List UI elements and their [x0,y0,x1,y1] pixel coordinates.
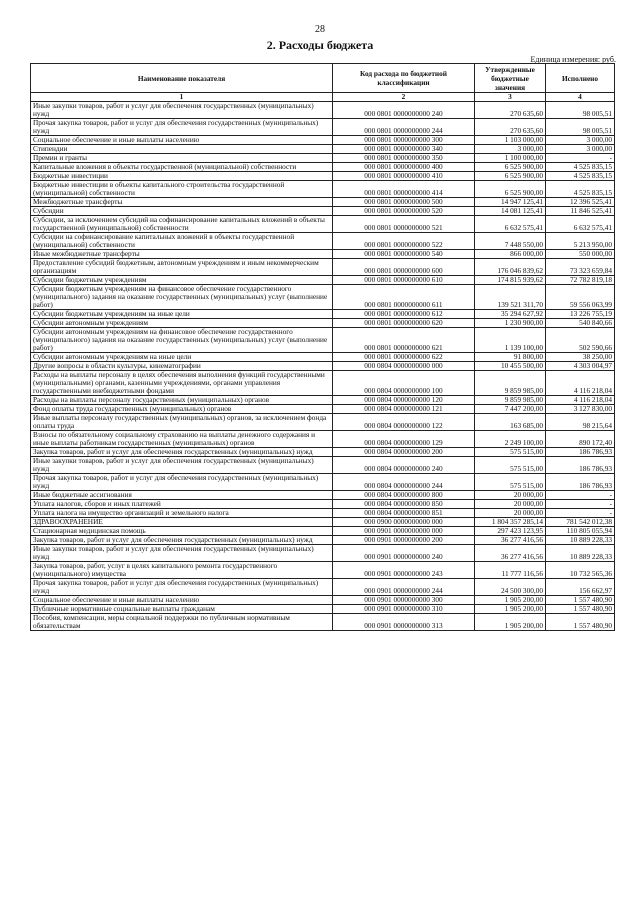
row-name: Прочая закупка товаров, работ и услуг для обеспечения государственных (муниципальных) нужд [31,579,333,596]
row-name: Премии и гранты [31,154,333,163]
row-approved: 14 081 125,41 [475,207,546,216]
row-code: 000 0804 0000000000 129 [333,431,475,448]
row-code: 000 0804 0000000000 244 [333,474,475,491]
header-row [31,64,615,93]
row-approved: 270 635,60 [475,102,546,119]
row-executed: 10 732 565,36 [546,562,615,579]
row-code: 000 0801 0000000000 350 [333,154,475,163]
row-code: 000 0901 0000000000 310 [333,605,475,614]
row-executed: 38 250,00 [546,353,615,362]
row-executed: 4 525 835,15 [546,163,615,172]
table-row [31,328,615,353]
table-row [31,216,615,233]
table-row [31,579,615,596]
row-approved: 1 230 900,00 [475,319,546,328]
row-code: 000 0804 0000000000 121 [333,405,475,414]
table-row [31,614,615,631]
row-code: 000 0801 0000000000 600 [333,259,475,276]
row-name: Субсидии [31,207,333,216]
table-row [31,163,615,172]
row-approved: 174 815 939,62 [475,276,546,285]
column-number: 2 [333,93,475,102]
table-body [31,102,615,631]
row-name: Социальное обеспечение и иные выплаты населению [31,596,333,605]
row-executed: 98 005,51 [546,102,615,119]
column-number: 3 [475,93,546,102]
row-approved: 575 515,00 [475,448,546,457]
row-code: 000 0804 0000000000 120 [333,396,475,405]
row-name: Расходы на выплаты персоналу в целях обеспечения выполнения функций государственными (муниципальными) органами, казенными учреждениями, органами управления государственными внебюджетными фондами [31,371,333,396]
row-executed: - [546,154,615,163]
row-name: Межбюджетные трансферты [31,198,333,207]
row-approved: 6 525 900,00 [475,181,546,198]
row-name: Стационарная медицинская помощь [31,527,333,536]
row-approved: 1 139 100,00 [475,328,546,353]
row-name: Прочая закупка товаров, работ и услуг для обеспечения государственных (муниципальных) нужд [31,119,333,136]
row-code: 000 0801 0000000000 612 [333,310,475,319]
row-name: Фонд оплаты труда государственных (муниципальных) органов [31,405,333,414]
row-approved: 3 000,00 [475,145,546,154]
row-approved: 176 046 839,62 [475,259,546,276]
row-approved: 297 423 123,95 [475,527,546,536]
row-code: 000 0801 0000000000 520 [333,207,475,216]
table-row [31,259,615,276]
row-executed: 4 303 004,97 [546,362,615,371]
table-row [31,509,615,518]
row-executed: 98 215,64 [546,414,615,431]
row-executed: 3 000,00 [546,145,615,154]
row-code: 000 0801 0000000000 400 [333,163,475,172]
row-executed: 540 840,66 [546,319,615,328]
table-row [31,285,615,310]
table-row [31,545,615,562]
row-executed: 3 127 830,00 [546,405,615,414]
row-executed: 186 786,93 [546,474,615,491]
row-code: 000 0901 0000000000 313 [333,614,475,631]
table-row [31,154,615,163]
row-name: Иные бюджетные ассигнования [31,491,333,500]
row-code: 000 0804 0000000000 122 [333,414,475,431]
row-code: 000 0801 0000000000 620 [333,319,475,328]
row-executed: 110 805 055,94 [546,527,615,536]
row-name: Предоставление субсидий бюджетным, автономным учреждениям и иным некоммерческим организациям [31,259,333,276]
row-code: 000 0901 0000000000 000 [333,527,475,536]
table-row [31,371,615,396]
row-approved: 11 777 116,56 [475,562,546,579]
table-row [31,102,615,119]
row-approved: 9 859 985,00 [475,396,546,405]
row-code: 000 0804 0000000000 100 [333,371,475,396]
row-executed: 59 556 063,99 [546,285,615,310]
row-name: Субсидии автономным учреждениям на финансовое обеспечение государственного (муниципального) задания на оказание государственных (муниципальных) услуг (выполнение работ) [31,328,333,353]
row-name: Расходы на выплаты персоналу государственных (муниципальных) органов [31,396,333,405]
row-name: Субсидии на софинансирование капитальных вложений в объекты государственной (муниципальной) собственности [31,233,333,250]
row-name: Уплата налогов, сборов и иных платежей [31,500,333,509]
row-name: Пособия, компенсации, меры социальной поддержки по публичным нормативным обязательствам [31,614,333,631]
row-approved: 24 500 300,00 [475,579,546,596]
row-code: 000 0901 0000000000 240 [333,545,475,562]
row-executed: 781 542 012,38 [546,518,615,527]
row-code: 000 0804 0000000000 240 [333,457,475,474]
column-number-row [31,93,615,102]
row-approved: 1 804 357 285,14 [475,518,546,527]
row-executed: 4 116 218,04 [546,371,615,396]
row-code: 000 0801 0000000000 300 [333,136,475,145]
row-approved: 20 000,00 [475,491,546,500]
row-approved: 9 859 985,00 [475,371,546,396]
row-executed: 4 525 835,15 [546,172,615,181]
row-code: 000 0801 0000000000 611 [333,285,475,310]
table-row [31,500,615,509]
column-number: 1 [31,93,333,102]
row-executed: 502 590,66 [546,328,615,353]
row-approved: 6 632 575,41 [475,216,546,233]
table-row [31,319,615,328]
table-row [31,562,615,579]
row-executed: 3 000,00 [546,136,615,145]
row-name: Закупка товаров, работ и услуг для обеспечения государственных (муниципальных) нужд [31,536,333,545]
row-name: Субсидии бюджетным учреждениям [31,276,333,285]
row-approved: 6 525 900,00 [475,172,546,181]
row-name: Социальное обеспечение и иные выплаты населению [31,136,333,145]
row-executed: 1 557 480,90 [546,596,615,605]
row-approved: 20 000,00 [475,509,546,518]
row-name: Субсидии бюджетным учреждениям на иные цели [31,310,333,319]
table-row [31,353,615,362]
table-row [31,431,615,448]
row-code: 000 0901 0000000000 200 [333,536,475,545]
row-name: Иные закупки товаров, работ и услуг для обеспечения государственных (муниципальных) нужд [31,102,333,119]
row-executed: 6 632 575,41 [546,216,615,233]
row-approved: 10 455 500,00 [475,362,546,371]
table-row [31,310,615,319]
row-executed: 98 005,51 [546,119,615,136]
table-row [31,396,615,405]
table-row [31,233,615,250]
table-row [31,518,615,527]
table-row [31,527,615,536]
row-name: Иные закупки товаров, работ и услуг для обеспечения государственных (муниципальных) нужд [31,457,333,474]
table-row [31,362,615,371]
row-code: 000 0801 0000000000 621 [333,328,475,353]
unit-label: Единица измерения: руб. [530,55,616,64]
table-row [31,207,615,216]
table-row [31,136,615,145]
header-name: Наименование показателя [31,64,333,93]
row-approved: 139 521 311,70 [475,285,546,310]
row-code: 000 0801 0000000000 522 [333,233,475,250]
row-executed: 156 662,97 [546,579,615,596]
row-approved: 20 000,00 [475,500,546,509]
row-code: 000 0901 0000000000 244 [333,579,475,596]
row-executed: 890 172,40 [546,431,615,448]
table-row [31,448,615,457]
expenses-table [30,63,615,631]
row-approved: 7 448 550,00 [475,233,546,250]
table-row [31,198,615,207]
row-approved: 575 515,00 [475,457,546,474]
row-code: 000 0804 0000000000 000 [333,362,475,371]
row-code: 000 0804 0000000000 851 [333,509,475,518]
table-header [31,64,615,102]
row-code: 000 0804 0000000000 200 [333,448,475,457]
column-number: 4 [546,93,615,102]
row-executed: 186 786,93 [546,457,615,474]
table-row [31,605,615,614]
row-name: Иные закупки товаров, работ и услуг для обеспечения государственных (муниципальных) нужд [31,545,333,562]
row-approved: 1 103 000,00 [475,136,546,145]
row-code: 000 0801 0000000000 340 [333,145,475,154]
header-code: Код расхода по бюджетной классификации [333,64,475,93]
row-executed: 13 226 755,19 [546,310,615,319]
row-approved: 1 100 000,00 [475,154,546,163]
table-row [31,491,615,500]
row-code: 000 0804 0000000000 800 [333,491,475,500]
row-code: 000 0801 0000000000 622 [333,353,475,362]
row-approved: 14 947 125,41 [475,198,546,207]
row-code: 000 0801 0000000000 540 [333,250,475,259]
row-code: 000 0801 0000000000 410 [333,172,475,181]
row-name: Уплата налога на имущество организаций и земельного налога [31,509,333,518]
row-approved: 163 685,00 [475,414,546,431]
row-name: Другие вопросы в области культуры, кинематографии [31,362,333,371]
row-approved: 36 277 416,56 [475,545,546,562]
row-executed: 1 557 480,90 [546,614,615,631]
row-executed: 4 525 835,15 [546,181,615,198]
row-approved: 2 249 100,00 [475,431,546,448]
row-approved: 91 800,00 [475,353,546,362]
row-code: 000 0801 0000000000 521 [333,216,475,233]
row-approved: 6 525 900,00 [475,163,546,172]
row-executed: 1 557 480,90 [546,605,615,614]
table-row [31,172,615,181]
row-executed: 11 846 525,41 [546,207,615,216]
page-number: 28 [315,24,325,35]
row-name: Субсидии автономным учреждениям [31,319,333,328]
row-name: Взносы по обязательному социальному страхованию на выплаты денежного содержания и иные выплаты работникам государственных (муниципальных) органов [31,431,333,448]
row-name: Бюджетные инвестиции [31,172,333,181]
row-code: 000 0801 0000000000 414 [333,181,475,198]
row-approved: 7 447 200,00 [475,405,546,414]
row-name: Иные выплаты персоналу государственных (муниципальных) органов, за исключением фонда оплаты труда [31,414,333,431]
table-row [31,250,615,259]
header-executed: Исполнено [546,64,615,93]
table-row [31,276,615,285]
row-code: 000 0801 0000000000 610 [333,276,475,285]
table-row [31,181,615,198]
row-name: Прочая закупка товаров, работ и услуг для обеспечения государственных (муниципальных) нужд [31,474,333,491]
row-code: 000 0804 0000000000 850 [333,500,475,509]
header-approved: Утвержденные бюджетные значения [475,64,546,93]
row-approved: 36 277 416,56 [475,536,546,545]
table-row [31,457,615,474]
row-name: Капитальные вложения в объекты государственной (муниципальной) собственности [31,163,333,172]
row-code: 000 0901 0000000000 300 [333,596,475,605]
row-executed: 186 786,93 [546,448,615,457]
table-row [31,596,615,605]
row-name: Бюджетные инвестиции в объекты капитального строительства государственной (муниципальной) собственности [31,181,333,198]
table-row [31,405,615,414]
row-executed: 4 116 218,04 [546,396,615,405]
table-row [31,536,615,545]
row-code: 000 0801 0000000000 244 [333,119,475,136]
row-name: Закупка товаров, работ, услуг в целях капитального ремонта государственного (муниципального) имущества [31,562,333,579]
row-approved: 575 515,00 [475,474,546,491]
section-title: 2. Расходы бюджета [266,38,374,52]
row-executed: - [546,509,615,518]
row-executed: 10 889 228,33 [546,536,615,545]
row-executed: 550 000,00 [546,250,615,259]
row-approved: 35 294 627,92 [475,310,546,319]
row-name: ЗДРАВООХРАНЕНИЕ [31,518,333,527]
row-approved: 866 000,00 [475,250,546,259]
row-code: 000 0900 0000000000 000 [333,518,475,527]
row-approved: 1 905 200,00 [475,596,546,605]
row-name: Закупка товаров, работ и услуг для обеспечения государственных (муниципальных) нужд [31,448,333,457]
table-row [31,119,615,136]
row-name: Стипендии [31,145,333,154]
row-executed: - [546,500,615,509]
row-name: Публичные нормативные социальные выплаты гражданам [31,605,333,614]
row-executed: 12 396 525,41 [546,198,615,207]
row-code: 000 0901 0000000000 243 [333,562,475,579]
table-row [31,474,615,491]
row-name: Субсидии бюджетным учреждениям на финансовое обеспечение государственного (муниципального) задания на оказание государственных (муниципальных) услуг (выполнение работ) [31,285,333,310]
row-approved: 270 635,60 [475,119,546,136]
row-executed: 72 782 819,18 [546,276,615,285]
row-executed: 10 889 228,33 [546,545,615,562]
row-name: Иные межбюджетные трансферты [31,250,333,259]
row-code: 000 0801 0000000000 240 [333,102,475,119]
row-executed: - [546,491,615,500]
row-code: 000 0801 0000000000 500 [333,198,475,207]
row-name: Субсидии, за исключением субсидий на софинансирование капитальных вложений в объекты государственной (муниципальной) собственности [31,216,333,233]
row-approved: 1 905 200,00 [475,614,546,631]
row-approved: 1 905 200,00 [475,605,546,614]
table-row [31,145,615,154]
row-name: Субсидии автономным учреждениям на иные цели [31,353,333,362]
row-executed: 5 213 950,00 [546,233,615,250]
table-row [31,414,615,431]
row-executed: 73 323 659,84 [546,259,615,276]
